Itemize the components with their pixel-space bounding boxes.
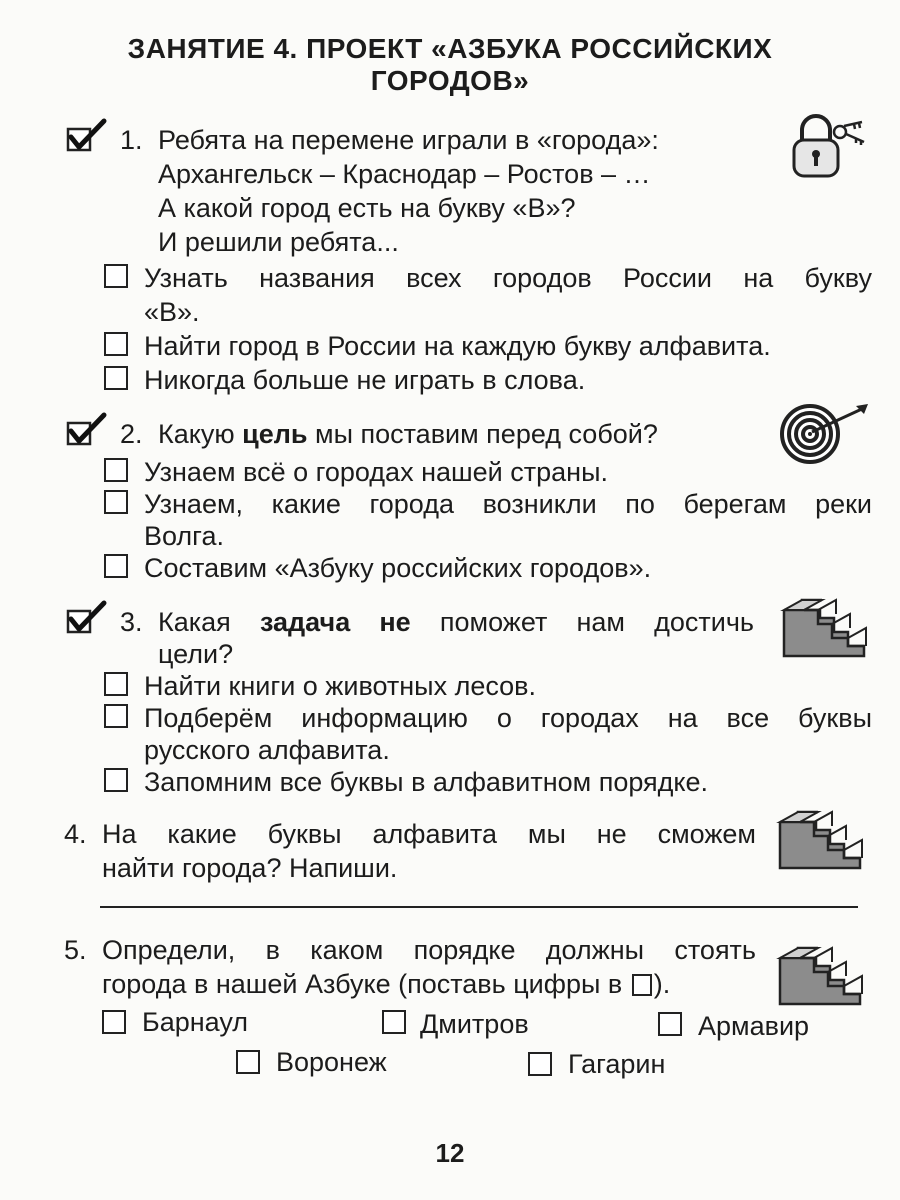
question-2-option-2: Узнаем, какие города возникли по берегам реки xyxy=(144,489,872,519)
city-label: Воронеж xyxy=(276,1047,387,1077)
question-4-line-1: На какие буквы алфавита мы не сможем xyxy=(102,819,756,849)
city-order-box[interactable] xyxy=(236,1050,260,1074)
option-checkbox[interactable] xyxy=(104,332,128,356)
answer-line[interactable] xyxy=(100,906,858,908)
question-1-option-1-cont: «В». xyxy=(144,297,200,327)
option-checkbox[interactable] xyxy=(104,490,128,514)
page-title-line-2: ГОРОДОВ» xyxy=(370,65,530,96)
city-label: Гагарин xyxy=(568,1049,666,1079)
option-checkbox[interactable] xyxy=(104,672,128,696)
question-1-line: И решили ребята... xyxy=(158,227,399,257)
question-3-number: 3. xyxy=(120,607,143,637)
question-3-option-2-cont: русского алфавита. xyxy=(144,735,390,765)
question-3-option-3: Запомним все буквы в алфавитном порядке. xyxy=(144,767,709,797)
key-lock-icon xyxy=(780,112,870,182)
question-4-line-2: найти города? Напиши. xyxy=(102,853,398,883)
checkmark-icon xyxy=(66,118,108,152)
question-4-number: 4. xyxy=(64,819,87,849)
question-5-line-1: Определи, в каком порядке должны стоять xyxy=(102,935,756,965)
question-1-option-2: Найти город в России на каждую букву алфавита. xyxy=(144,331,771,361)
question-1-line: Архангельск – Краснодар – Ростов – … xyxy=(158,159,651,189)
question-1-line: Ребята на перемене играли в «города»: xyxy=(158,125,659,155)
question-3-text: Какая задача не поможет нам достичь xyxy=(158,607,754,637)
city-label: Барнаул xyxy=(142,1007,249,1037)
page-number: 12 xyxy=(435,1138,465,1168)
checkmark-icon xyxy=(66,600,108,634)
option-checkbox[interactable] xyxy=(104,458,128,482)
question-1-number: 1. xyxy=(120,125,143,155)
city-order-box[interactable] xyxy=(102,1010,126,1034)
stairs-icon xyxy=(776,808,866,872)
question-1-option-1: Узнать названия всех городов России на букву xyxy=(144,263,872,293)
inline-box-icon xyxy=(632,974,652,996)
option-checkbox[interactable] xyxy=(104,366,128,390)
stairs-icon xyxy=(780,596,870,660)
city-order-box[interactable] xyxy=(658,1012,682,1036)
city-label: Армавир xyxy=(698,1011,810,1041)
question-1-option-3: Никогда больше не играть в слова. xyxy=(144,365,586,395)
option-checkbox[interactable] xyxy=(104,768,128,792)
question-1-line: А какой город есть на букву «В»? xyxy=(158,193,576,223)
question-2-option-3: Составим «Азбуку российских городов». xyxy=(144,553,652,583)
question-3-option-2: Подберём информацию о городах на все буквы xyxy=(144,703,872,733)
question-2-number: 2. xyxy=(120,419,143,449)
question-5-number: 5. xyxy=(64,935,87,965)
question-5-line-2: города в нашей Азбуке (поставь цифры в ). xyxy=(102,969,671,999)
question-2-option-1: Узнаем всё о городах нашей страны. xyxy=(144,457,608,487)
option-checkbox[interactable] xyxy=(104,704,128,728)
question-2-option-2-cont: Волга. xyxy=(144,521,224,551)
stairs-icon xyxy=(776,944,866,1008)
city-order-box[interactable] xyxy=(528,1052,552,1076)
question-3-option-1: Найти книги о животных лесов. xyxy=(144,671,537,701)
page-title-line-1: ЗАНЯТИЕ 4. ПРОЕКТ «АЗБУКА РОССИЙСКИХ xyxy=(127,33,773,64)
option-checkbox[interactable] xyxy=(104,554,128,578)
question-3-text-cont: цели? xyxy=(158,639,234,669)
target-icon xyxy=(772,402,872,464)
option-checkbox[interactable] xyxy=(104,264,128,288)
checkmark-icon xyxy=(66,412,108,446)
city-order-box[interactable] xyxy=(382,1010,406,1034)
question-2-text: Какую цель мы поставим перед собой? xyxy=(158,419,658,449)
city-label: Дмитров xyxy=(420,1009,529,1039)
